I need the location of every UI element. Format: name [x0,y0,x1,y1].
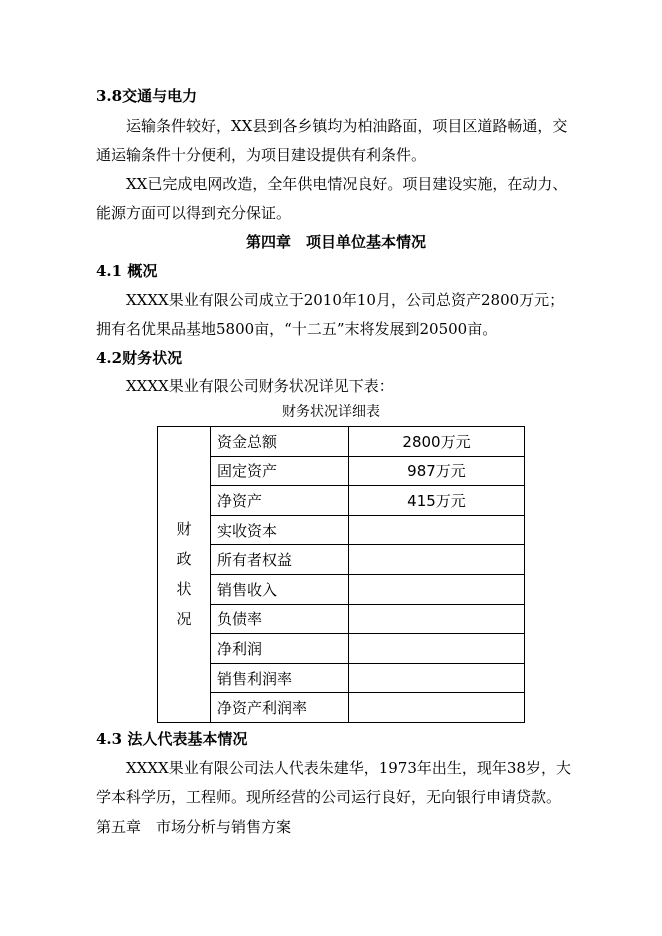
table-row [158,427,525,457]
financial-status-table [157,426,525,723]
table-item-cell: 实收资本 [211,515,349,545]
section-3-8-heading: 3.8交通与电力 [96,87,198,105]
table-row [158,515,525,545]
table-item-cell: 净利润 [211,634,349,664]
table-value-cell: 987万元 [349,456,525,486]
table-row [158,486,525,516]
table-row [158,456,525,486]
table-item-cell: 负债率 [211,604,349,634]
table-item-cell: 固定资产 [211,456,349,486]
chapter-4-title: 第四章 项目单位基本情况 [246,233,427,251]
section-4-2-heading: 4.2财务状况 [96,349,183,367]
section-4-1-line2: 拥有名优果品基地5800亩，“十二五”末将发展到20500亩。 [96,320,498,338]
table-row [158,693,525,723]
table-value-cell [349,574,525,604]
group-label-char: 况 [176,610,192,629]
section-3-8-para2-line1: XX已完成电网改造，全年供电情况良好。项目建设实施，在动力、 [126,175,568,193]
table-row [158,604,525,634]
section-3-8-para1-line1: 运输条件较好，XX县到各乡镇均为柏油路面，项目区道路畅通，交 [126,117,568,135]
section-4-3-line1: XXXX果业有限公司法人代表朱建华，1973年出生，现年38岁，大 [126,759,571,777]
table-value-cell [349,663,525,693]
table-item-cell: 销售利润率 [211,663,349,693]
section-4-3-heading: 4.3 法人代表基本情况 [96,730,248,748]
section-4-1-line1: XXXX果业有限公司成立于2010年10月，公司总资产2800万元； [126,291,565,309]
table-row [158,545,525,575]
section-3-8-para2-line2: 能源方面可以得到充分保证。 [96,204,292,222]
section-3-8-para1-line2: 通运输条件十分便利，为项目建设提供有利条件。 [96,146,427,164]
table-value-cell: 2800万元 [349,427,525,457]
section-4-3-line2: 学本科学历，工程师。现所经营的公司运行良好，无向银行申请贷款。 [96,788,562,806]
table-value-cell [349,545,525,575]
table-row [158,634,525,664]
group-label-char: 状 [176,580,192,599]
table-item-cell: 净资产 [211,486,349,516]
table-value-cell [349,634,525,664]
table-value-cell [349,515,525,545]
table-group-label [158,427,211,723]
group-label-char: 财 [176,520,192,539]
table-caption: 财务状况详细表 [282,404,380,420]
table-item-cell: 所有者权益 [211,545,349,575]
table-row [158,574,525,604]
section-4-2-line1: XXXX果业有限公司财务状况详见下表： [126,377,394,395]
table-value-cell [349,604,525,634]
table-item-cell: 资金总额 [211,427,349,457]
table-item-cell: 净资产利润率 [211,693,349,723]
table-value-cell: 415万元 [349,486,525,516]
chapter-5-title: 第五章 市场分析与销售方案 [96,818,292,836]
table-value-cell [349,693,525,723]
table-item-cell: 销售收入 [211,574,349,604]
section-4-1-heading: 4.1 概况 [96,262,158,280]
table-row [158,663,525,693]
group-label-char: 政 [176,550,192,569]
